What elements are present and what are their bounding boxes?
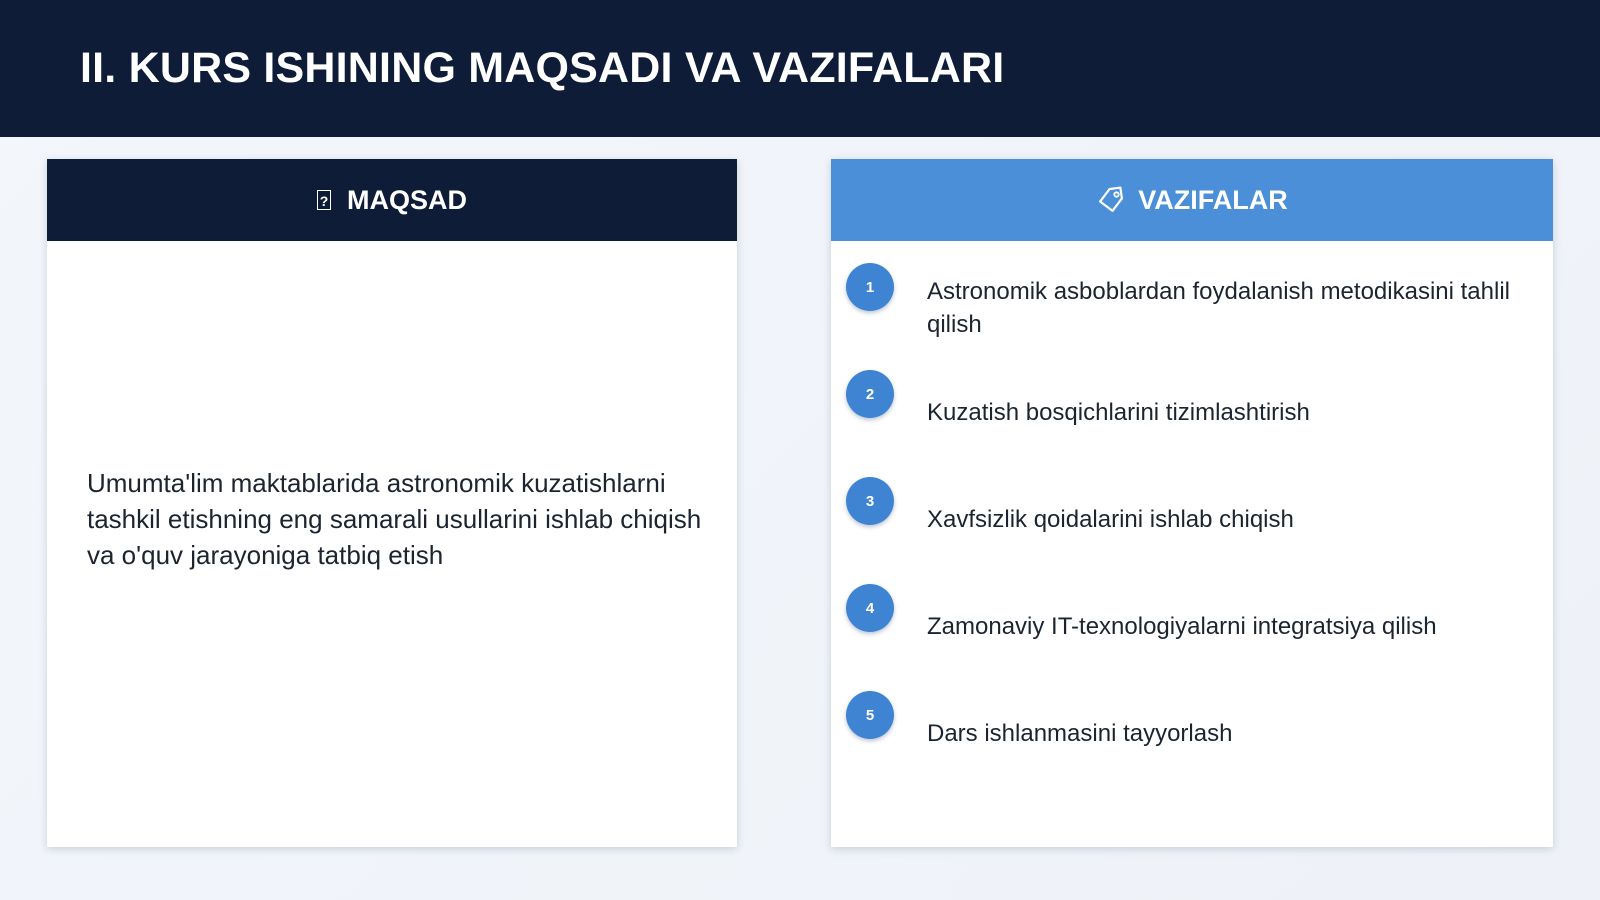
- goal-card-header: [47, 159, 737, 241]
- title-bar: [0, 0, 1600, 137]
- task-number-badge: 5: [846, 691, 894, 739]
- task-number-badge: 2: [846, 370, 894, 418]
- goal-heading: MAQSAD: [347, 184, 467, 215]
- task-text: Astronomik asboblardan foydalanish metodikasini tahlil qilish: [927, 278, 1510, 338]
- tasks-card: [831, 159, 1553, 847]
- task-number-badge: 4: [846, 584, 894, 632]
- task-text: Xavfsizlik qoidalarini ishlab chiqish: [927, 506, 1294, 533]
- unknown-glyph-box-icon: ?: [317, 190, 331, 210]
- task-item-4: [831, 584, 1553, 674]
- task-text: Zamonaviy IT-texnologiyalarni integratsiya qilish: [927, 613, 1437, 640]
- task-item-3: [831, 477, 1553, 567]
- page-title: II. KURS ISHINING MAQSADI VA VAZIFALARI: [80, 44, 1005, 92]
- task-item-5: [831, 691, 1553, 781]
- goal-card: [47, 159, 737, 847]
- tasks-card-header: [831, 159, 1553, 241]
- task-text: Kuzatish bosqichlarini tizimlashtirish: [927, 399, 1310, 426]
- task-item-1: [831, 263, 1553, 353]
- task-number-badge: 3: [846, 477, 894, 525]
- goal-text: Umumta'lim maktablarida astronomik kuzatishlarni tashkil etishning eng samarali usullarini ishlab chiqish va o'quv jarayoniga tatbiq etish: [87, 468, 702, 570]
- task-text: Dars ishlanmasini tayyorlash: [927, 720, 1233, 747]
- tag-icon: [1096, 185, 1126, 215]
- task-item-2: [831, 370, 1553, 460]
- tasks-heading: VAZIFALAR: [1138, 184, 1288, 215]
- task-number-badge: 1: [846, 263, 894, 311]
